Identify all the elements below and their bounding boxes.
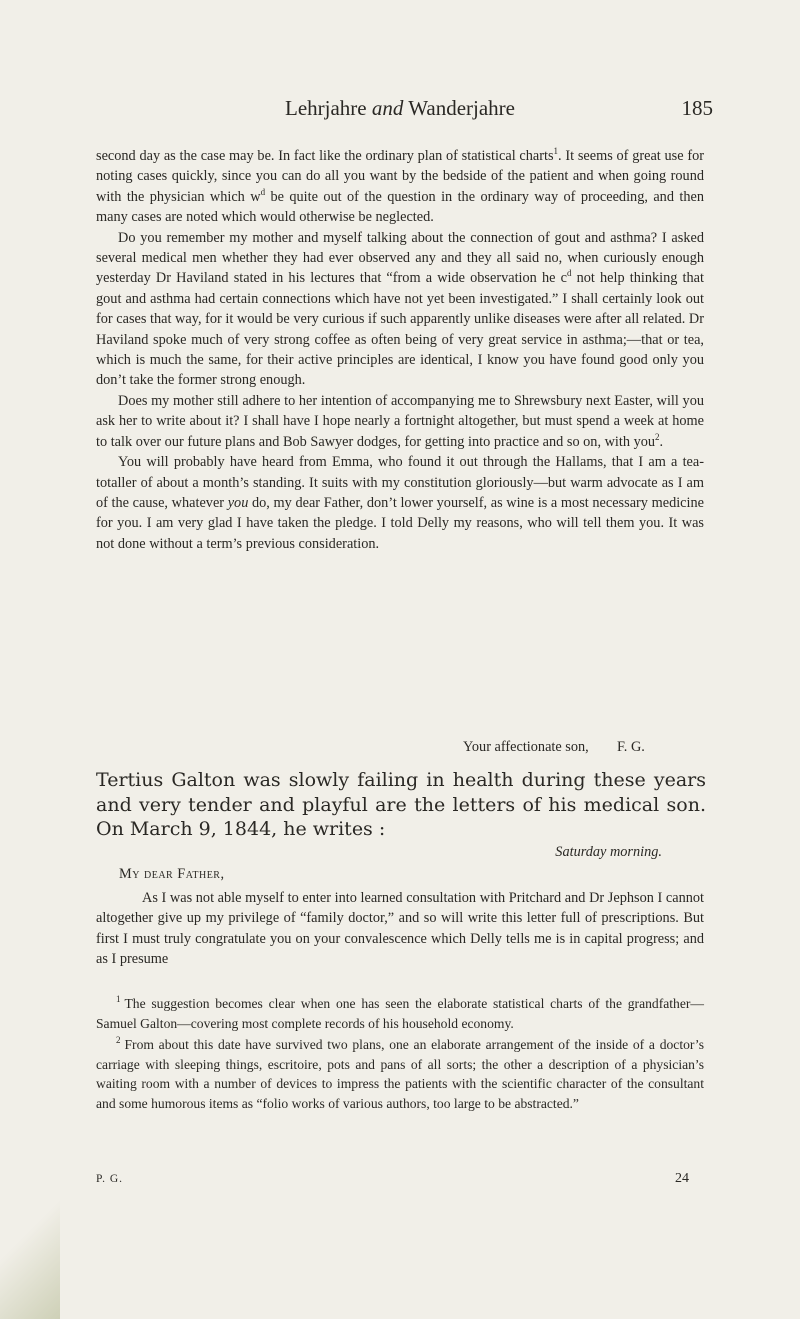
letter-two [96, 888, 704, 970]
footnote-ref: 2 [655, 431, 660, 442]
text-run: Do you remember my mother and myself talking about the connection of gout and asthma? I asked several medical men whether they had ever observed any and they all said no, when curiously enough yesterday Dr Haviland stated in his lectures that “from a wide observation he c [96, 229, 704, 287]
text-run: . [659, 433, 664, 450]
title-part: Wanderjahre [403, 96, 515, 120]
text-run: . It seems of great use for noting cases quickly, since you can do all you want by the bedside of the patient and when going round with the physician which w [96, 148, 704, 205]
text-run: be quite out of the question in the ordinary way of proceeding, and then many cases are noted which would otherwise be neglected. [96, 188, 704, 226]
title-and: and [371, 96, 404, 120]
footnote [96, 994, 704, 1033]
page-edge-shading [0, 1179, 60, 1319]
footnote-ref: 1 [553, 146, 559, 157]
printer-signature-number: 24 [675, 1171, 689, 1186]
title-part: Lehrjahre [285, 96, 372, 120]
letter-dateline: Saturday morning. [555, 844, 662, 860]
letter-one [96, 146, 704, 554]
salutation: My dear Father, [119, 866, 225, 882]
letter-one-paragraph [96, 228, 704, 391]
letter-one-paragraph [96, 146, 704, 228]
running-header [0, 96, 800, 126]
running-title [0, 96, 800, 121]
superscript: d [260, 187, 266, 198]
letter-one-paragraph [96, 452, 704, 554]
page-number: 185 [681, 96, 713, 120]
footnote-mark: 1 [116, 994, 121, 1005]
letter-one-signoff [96, 739, 704, 761]
superscript: d [566, 268, 572, 279]
printer-signature-mark: P. G. [96, 1173, 124, 1185]
text-run: Does my mother still adhere to her intention of accompanying me to Shrewsbury next Easter, will you ask her to write about it? I shall have I hope nearly a fortnight altogether, but must spend a week at home to talk over our future plans and Bob Sawyer dodges, for getting into practice and so on, with you [96, 392, 704, 450]
closing: Your affectionate son, [463, 739, 589, 755]
footnote [96, 1035, 704, 1113]
footnote-mark: 2 [116, 1035, 121, 1046]
footnotes [96, 994, 704, 1115]
text-run: not help thinking that gout and asthma had certain connections which have not yet been investigated.” I shall certainly look out for cases that way, for it would be very curious if such apparently unlike diseases were after all related. Dr Haviland spoke much of very strong coffee as often being of very great service in asthma;—that or tea, which is much the same, for their active principles are identical, I know you have found good only you don’t take the former strong enough. [96, 270, 704, 389]
letter-two-paragraph: As I was not able myself to enter into learned consultation with Pritchard and Dr Jephson I cannot altogether give up my privilege of “family doctor,” and so will write this letter full of prescriptions. But first I must truly congratulate you on your convalescence which Delly tells me is in capital progress; and as I presume [96, 890, 704, 968]
letter-one-paragraph [96, 391, 704, 452]
footnote-text: From about this date have survived two plans, one an elaborate arrangement of the inside of a doctor’s carriage with sleeping things, escritoire, pots and pans of all sorts; the other a description of a physician’s waiting room with a number of devices to impress the patients with the scientific character of the consultant and some humorous items as “folio works of various authors, too large to be abstracted.” [96, 1037, 704, 1111]
text-run: do, my dear Father, don’t lower yourself, as wine is a most necessary medicine for you. I am very glad I have taken the pledge. I told Delly my reasons, who will tell them you. It was not done without a term’s previous consideration. [96, 494, 704, 552]
text-run: You will probably have heard from Emma, who found it out through the Hallams, that I am a tea-totaller of about a month’s standing. It suits with my constitution gloriously—but warm advocate as I am of the cause, whatever [96, 454, 704, 511]
text-run: second day as the case may be. In fact like the ordinary plan of statistical charts [96, 148, 554, 164]
signature-initials: F. G. [617, 739, 645, 755]
footnote-text: The suggestion becomes clear when one has seen the elaborate statistical charts of the grandfather—Samuel Galton—covering most complete records of his household economy. [96, 996, 704, 1031]
narrative-paragraph: Tertius Galton was slowly failing in health during these years and very tender and playful are the letters of his medical son. On March 9, 1844, he writes : [96, 769, 706, 840]
emphasis: you [227, 494, 249, 511]
